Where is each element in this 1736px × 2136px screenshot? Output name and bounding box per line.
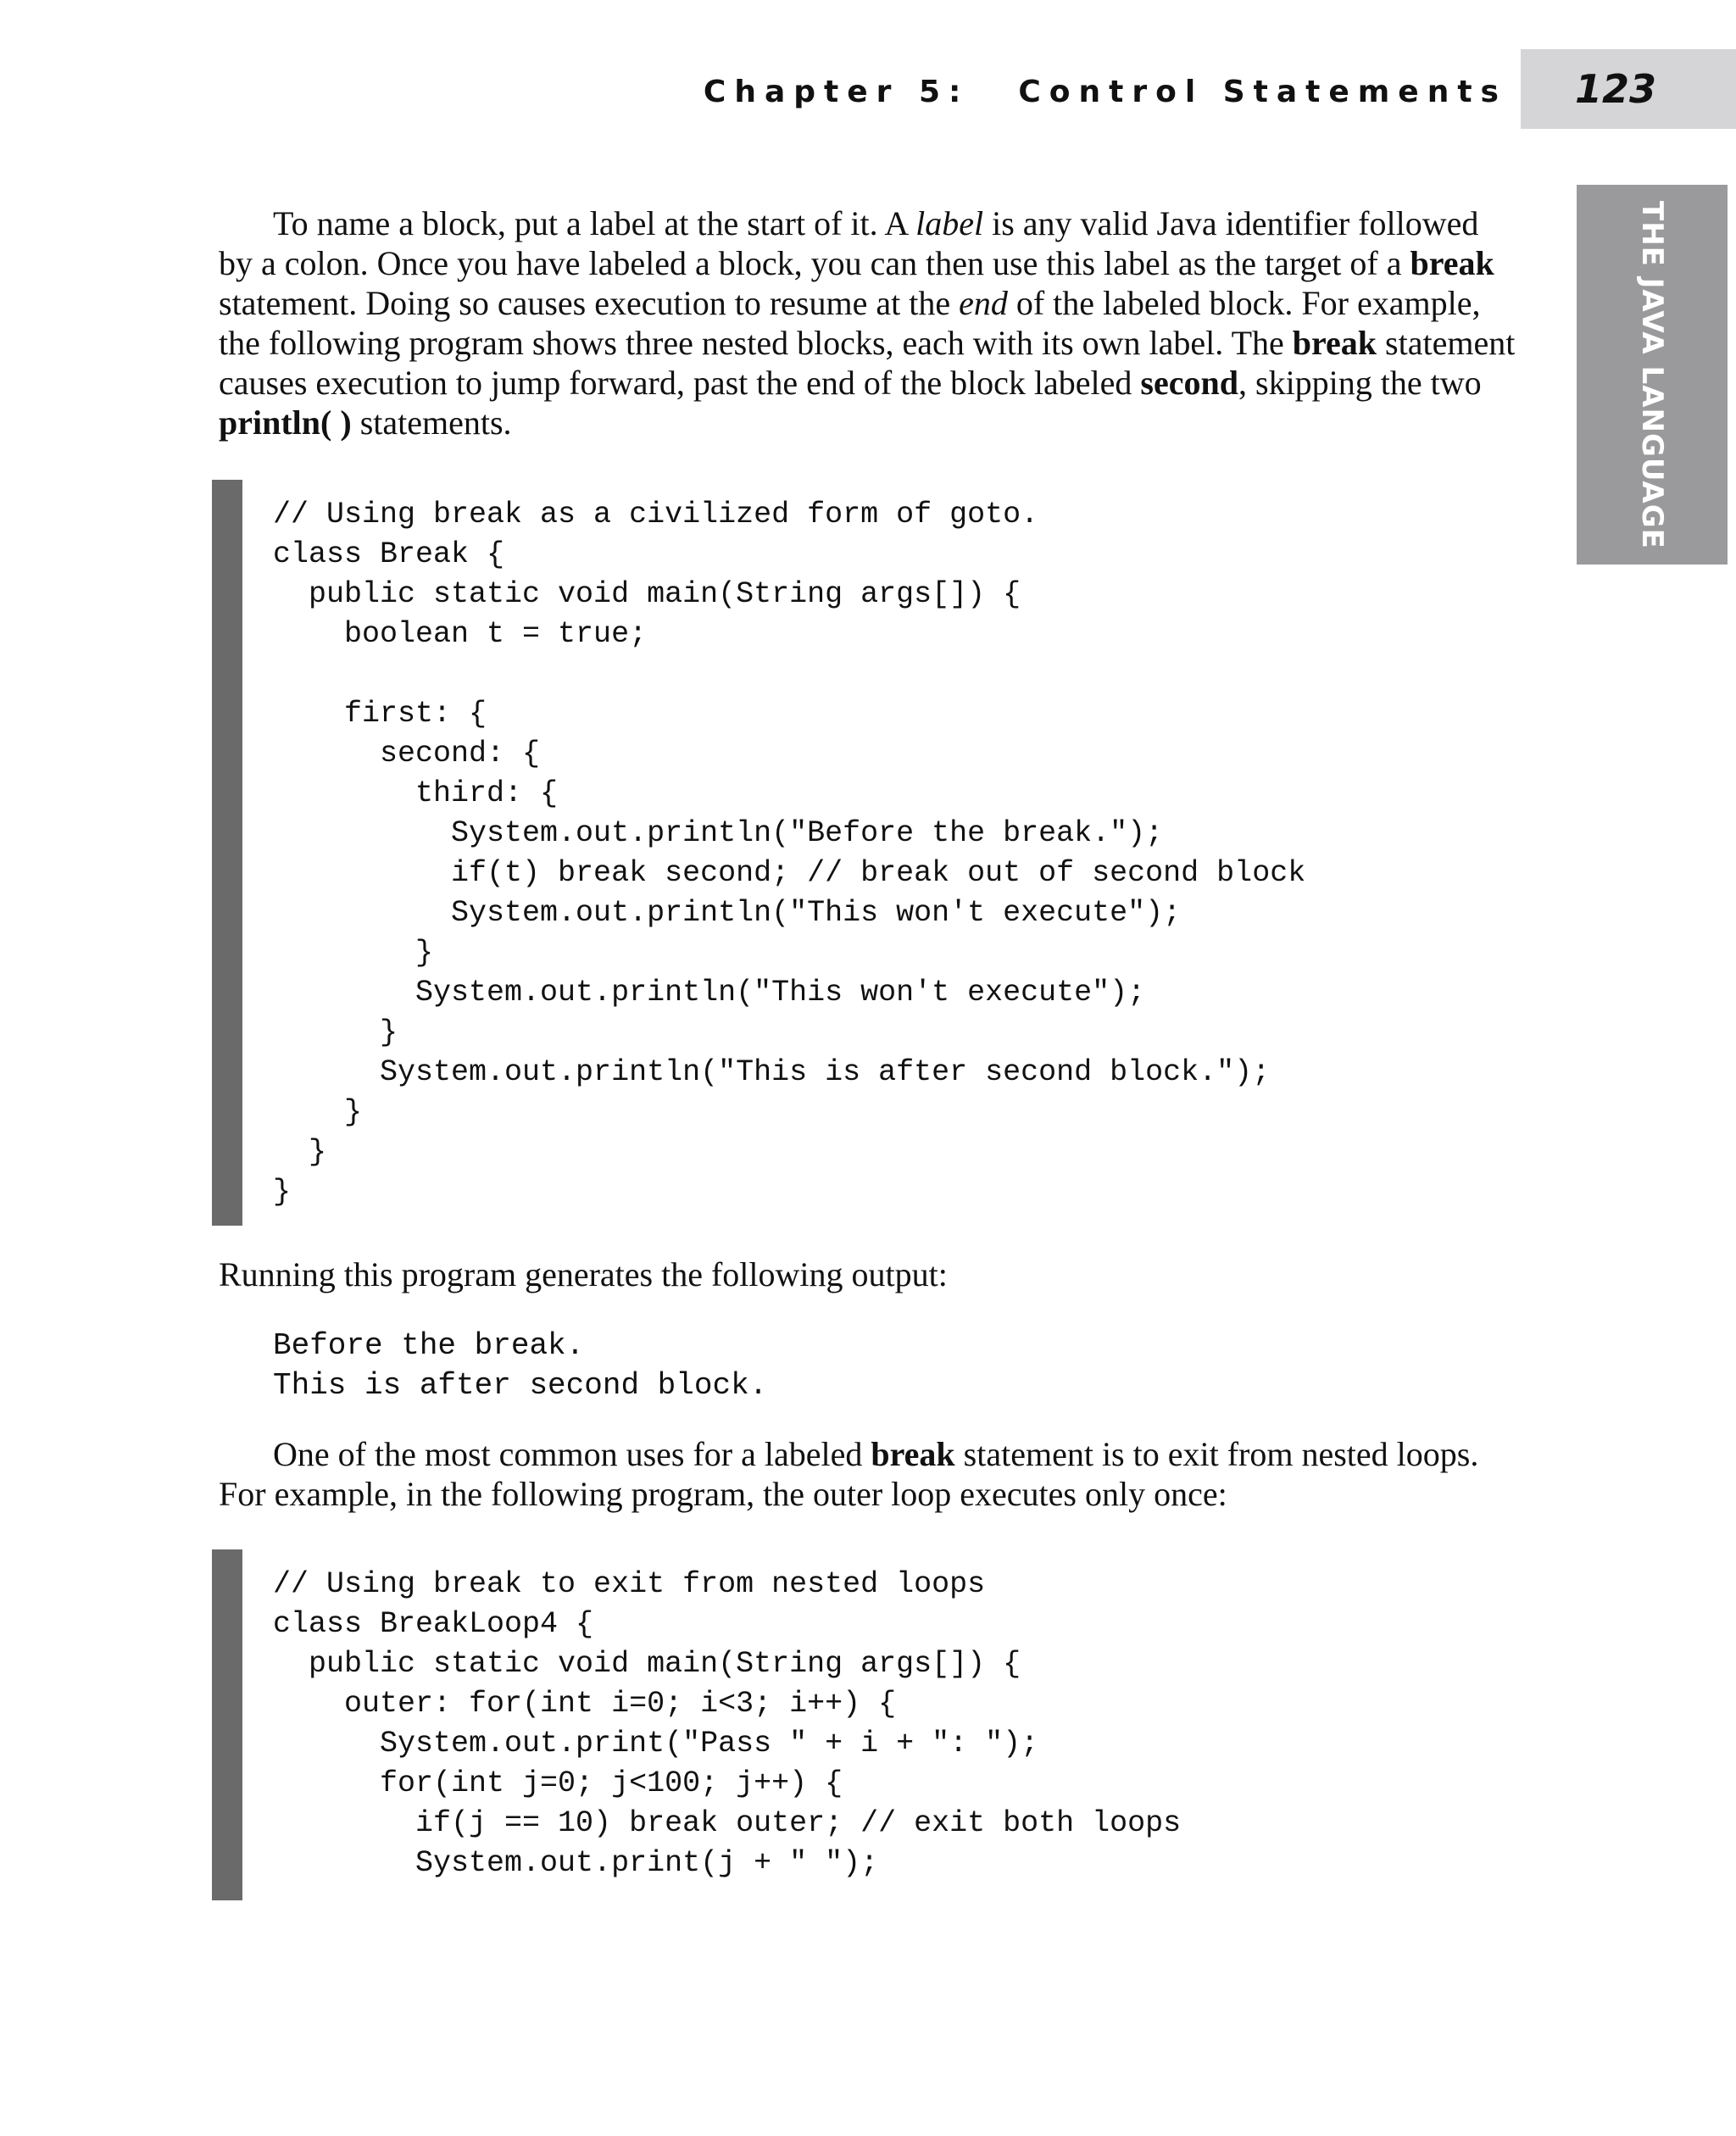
bold-keyword: second	[1140, 364, 1238, 402]
text-run: is any valid Java identifier followed by a colon. Once you have labeled a block, you can then use this label as the target of a	[219, 204, 1479, 282]
text-run: statements.	[351, 403, 512, 442]
text-run: One of the most common uses for a labeled	[273, 1435, 871, 1473]
page-number-box	[1521, 49, 1736, 129]
side-tab	[1577, 185, 1728, 565]
italic-term: label	[915, 204, 984, 242]
side-tab-label: THE JAVA LANGUAGE	[1635, 200, 1669, 549]
text-run: statement. Doing so causes execution to resume at the	[219, 284, 960, 322]
bold-keyword: break	[871, 1435, 955, 1473]
code-listing-breakloop4: // Using break to exit from nested loops class BreakLoop4 { public static void main(String args[]) { outer: for(int i=0; i<3; i++) { System.out.print("Pass " + i + ": "); for(int j=0; j<100; j++) { if(j == 10) break outer; // exit both loops System.out.print(j + " ");	[273, 1567, 1182, 1880]
output-intro: Running this program generates the following output:	[219, 1255, 948, 1293]
text-run: To name a block, put a label at the start of it. A	[273, 204, 916, 242]
italic-term: end	[959, 284, 1008, 322]
bold-keyword: break	[1410, 244, 1494, 282]
text-run: statement is to exit from nested loops. For example, in the following program, the outer loop executes only once:	[219, 1435, 1479, 1513]
second-paragraph	[219, 1434, 1516, 1514]
bold-keyword: println( )	[219, 403, 352, 442]
page-number: 123	[1574, 66, 1657, 112]
code-block-bar	[212, 1549, 242, 1900]
text-run: , skipping the two	[1238, 364, 1482, 402]
intro-paragraph	[219, 203, 1516, 442]
code-listing-break: // Using break as a civilized form of goto. class Break { public static void main(String args[]) { boolean t = true; first: { second: { third: { System.out.println("Before the break."); if(t) break second; // break out of second block System.out.println("This won't execute"); } System.out.println("This won't execute"); } System.out.println("This is after second block."); } } }	[273, 498, 1306, 1209]
bold-keyword: break	[1292, 324, 1377, 362]
chapter-label: Chapter 5:	[703, 74, 970, 109]
code-block-bar	[212, 480, 242, 1226]
running-head	[0, 68, 1507, 115]
chapter-title: Control Statements	[1018, 74, 1507, 109]
text-run: statement causes execution to jump forward, past the end of the block labeled	[219, 324, 1516, 402]
program-output: Before the break. This is after second block.	[273, 1328, 768, 1403]
text-run: of the labeled block. For example, the following program shows three nested blocks, each with its own label. The	[219, 284, 1481, 362]
